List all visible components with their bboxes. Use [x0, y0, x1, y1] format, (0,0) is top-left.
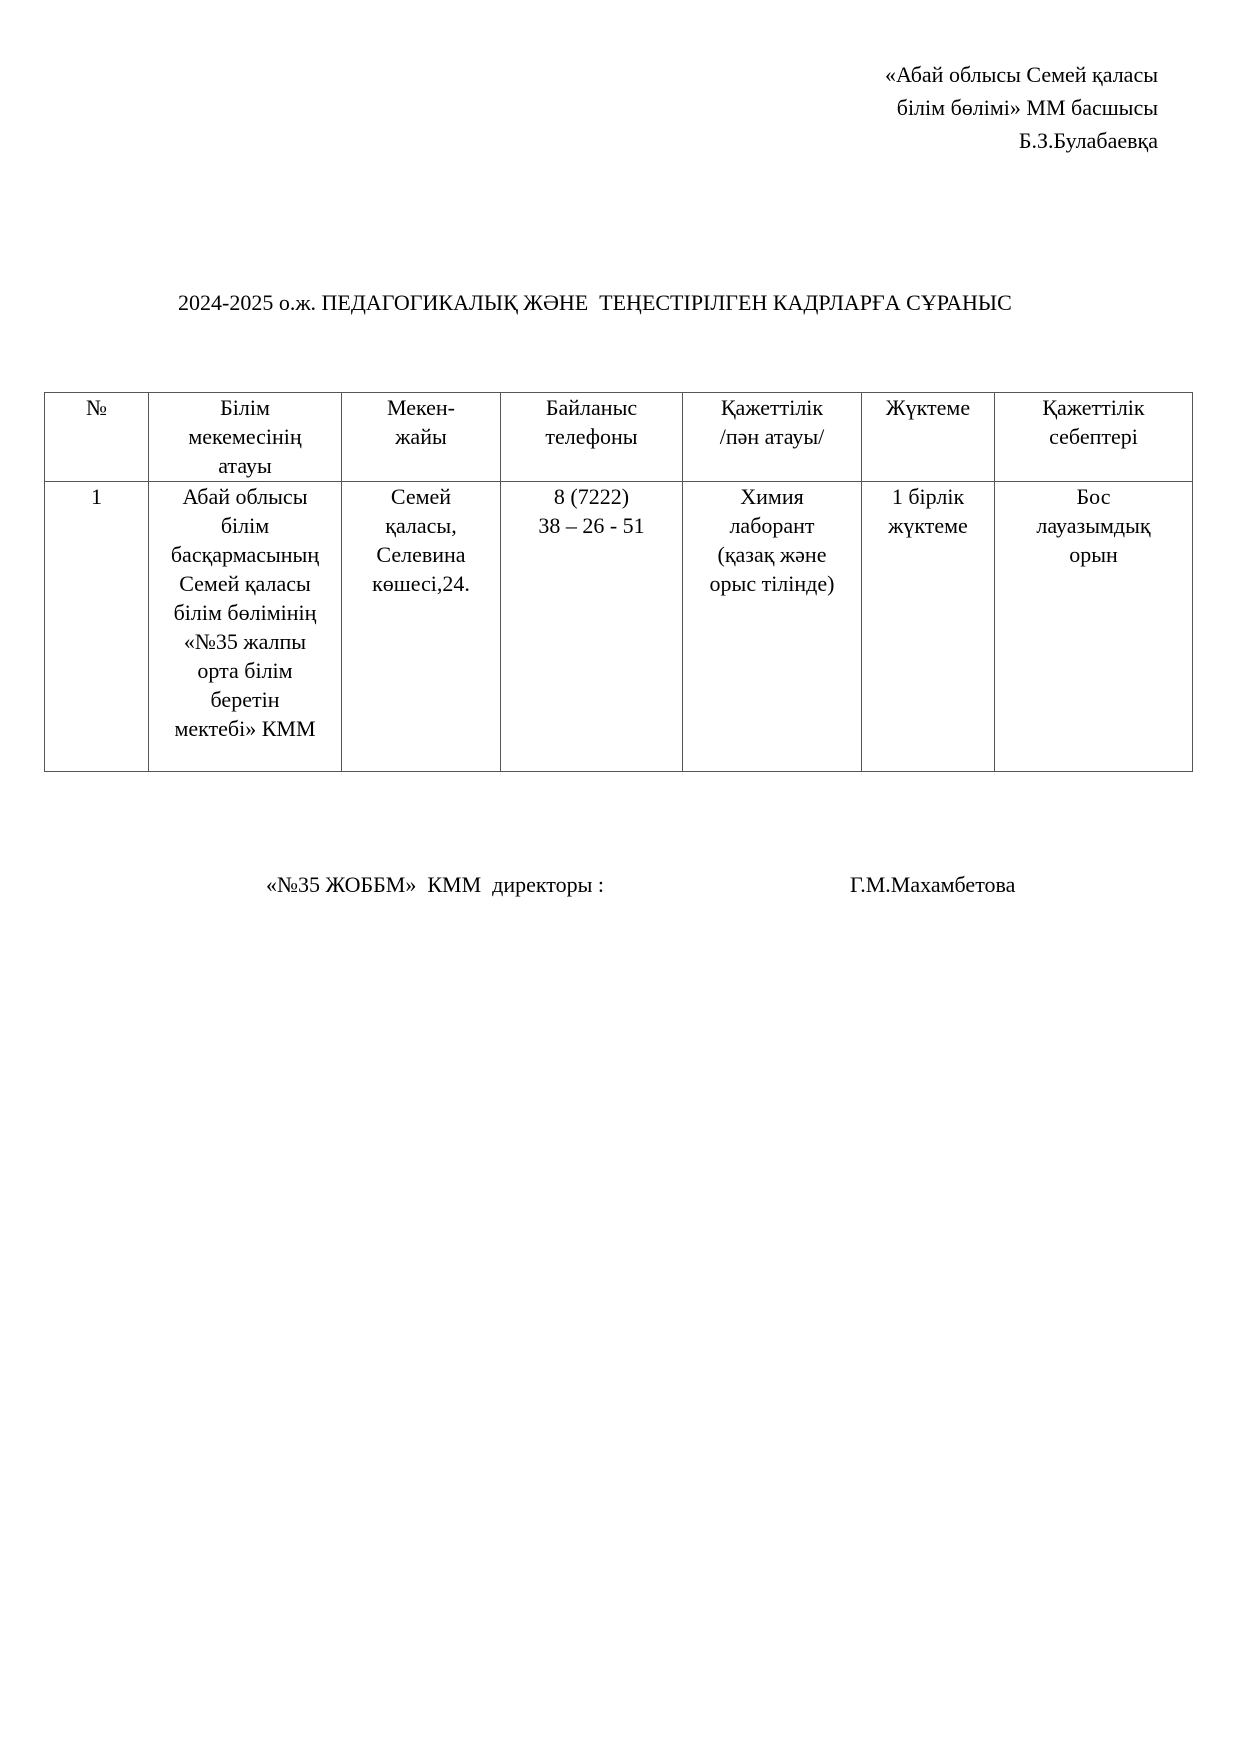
header-need: Қажеттілік /пән атауы/: [683, 393, 862, 482]
addressee-line-1: «Абай облысы Семей қаласы: [884, 62, 1158, 87]
header-load: Жүктеме: [862, 393, 995, 482]
cell-phone: 8 (7222) 38 – 26 - 51: [501, 482, 683, 772]
header-reason: Қажеттілік себептері: [995, 393, 1193, 482]
table-header-row: [45, 393, 1193, 482]
cell-number: 1: [45, 482, 149, 772]
cell-load: 1 бірлік жүктеме: [862, 482, 995, 772]
addressee-line-2: білім бөлімі» ММ басшысы: [896, 95, 1158, 120]
staff-request-table: [44, 392, 1193, 772]
signature-name: Г.М.Махамбетова: [850, 872, 1016, 897]
cell-address: Семей қаласы, Селевина көшесі,24.: [342, 482, 501, 772]
signature-position: «№35 ЖОББМ» КММ директоры :: [266, 872, 605, 897]
document-title: 2024-2025 о.ж. ПЕДАГОГИКАЛЫҚ ЖӘНЕ ТЕҢЕСТІРІЛГЕН КАДРЛАРҒА СҰРАНЫС: [178, 290, 1012, 315]
table-row: [45, 482, 1193, 772]
addressee-block: [885, 58, 1158, 157]
header-address: Мекен- жайы: [342, 393, 501, 482]
cell-need: Химия лаборант (қазақ және орыс тілінде): [683, 482, 862, 772]
addressee-line-3: Б.З.Булабаевқа: [1018, 128, 1158, 153]
header-number: №: [45, 393, 149, 482]
header-institution: Білім мекемесінің атауы: [149, 393, 342, 482]
header-phone: Байланыс телефоны: [501, 393, 683, 482]
cell-institution: Абай облысы білім басқармасының Семей қаласы білім бөлімінің «№35 жалпы орта білім беретін мектебі» КММ: [149, 482, 342, 772]
cell-reason: Бос лауазымдық орын: [995, 482, 1193, 772]
